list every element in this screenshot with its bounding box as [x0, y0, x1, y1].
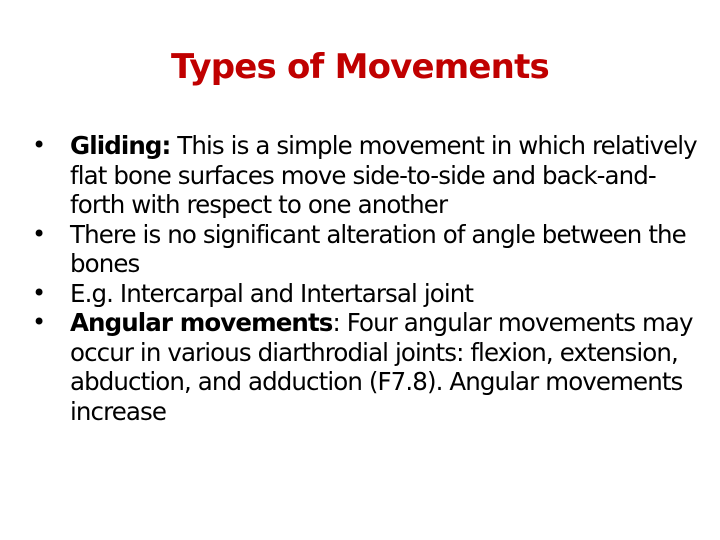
bullet-term: Gliding: [70, 131, 171, 160]
bullet-text: : Four angular movements may occur in various diarthrodial joints: flexion, extension, abduction, and adduction (F7.8). Angular movements increase [70, 308, 693, 426]
bullet-text: This is a simple movement in which relatively flat bone surfaces move side-to-side and back-and-forth with respect to one another [70, 131, 697, 219]
bullet-icon: • [32, 131, 46, 159]
bullet-icon: • [32, 308, 46, 336]
bullet-item-angular [30, 308, 710, 426]
bullet-item-example [30, 279, 710, 309]
bullet-icon: • [32, 278, 46, 307]
bullet-list [30, 131, 710, 426]
bullet-item-gliding [30, 131, 710, 220]
bullet-item-no-alteration [30, 220, 710, 279]
bullet-text: There is no significant alteration of angle between the bones [70, 219, 686, 278]
bullet-icon: • [32, 219, 46, 248]
bullet-text: E.g. Intercarpal and Intertarsal joint [70, 278, 474, 308]
slide-title: Types of Movements [171, 47, 549, 87]
bullet-term: Angular movements [70, 308, 333, 337]
